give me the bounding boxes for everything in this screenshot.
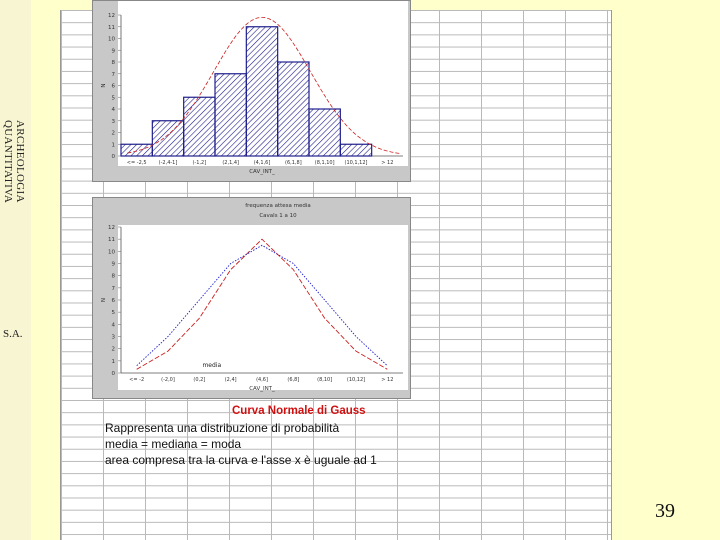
x-tick-label: (4,6] (256, 377, 268, 383)
x-tick-label: (2,1,4] (222, 160, 239, 166)
x-tick-label: (2,4] (224, 377, 237, 383)
x-axis-label: CAV_INT_ (249, 169, 275, 175)
x-tick-label: > 12 (381, 377, 394, 383)
note-line-3: area compresa tra la curva e l'asse x è uguale ad 1 (105, 453, 377, 467)
annotation-media: media (202, 361, 222, 369)
histogram-bar (184, 97, 215, 156)
curve-series-1 (137, 239, 388, 369)
x-tick-label: (10,12] (346, 377, 366, 383)
y-tick-label: 12 (108, 13, 115, 19)
y-tick-label: 11 (108, 24, 115, 31)
y-tick-label: 2 (111, 346, 115, 353)
curve-chart-frame (92, 197, 411, 399)
x-tick-label: <= -2,5 (126, 160, 147, 166)
chart-subtitle: Cavals 1 a 10 (259, 213, 297, 219)
x-tick-label: (-1,2] (192, 160, 207, 166)
y-tick-label: 3 (111, 118, 115, 125)
histogram-bar (121, 144, 152, 156)
y-tick-label: 4 (111, 107, 115, 113)
y-tick-label: 10 (108, 249, 115, 256)
y-tick-label: 2 (111, 130, 115, 137)
y-tick-label: 6 (111, 83, 115, 90)
x-tick-label: (10,1,12] (344, 160, 368, 166)
y-tick-label: 8 (111, 60, 115, 66)
histogram-bar (246, 27, 277, 156)
y-tick-label: 5 (111, 95, 115, 102)
y-tick-label: 9 (111, 48, 115, 55)
x-tick-label: (4,1,6] (253, 160, 271, 166)
y-axis-label: N (101, 83, 107, 88)
y-tick-label: 0 (111, 371, 115, 377)
histogram-bar (278, 62, 309, 156)
y-tick-label: 8 (111, 273, 115, 280)
y-tick-label: 12 (108, 225, 115, 231)
gauss-curve-chart (93, 198, 410, 398)
y-tick-label: 1 (111, 142, 115, 149)
y-tick-label: 7 (111, 71, 115, 78)
histogram-bar (309, 109, 340, 156)
x-tick-label: (8,1,10] (314, 160, 335, 166)
x-tick-label: (-2,4-1] (158, 160, 178, 166)
side-title: ARCHEOLOGIA QUANTITATIVA (2, 120, 26, 204)
curve-series-2 (137, 245, 388, 365)
histogram-bar (152, 121, 183, 156)
y-tick-label: 10 (108, 36, 115, 43)
x-tick-label: (8,10] (317, 377, 333, 383)
y-tick-label: 6 (111, 298, 115, 304)
y-tick-label: 5 (111, 310, 115, 317)
histogram-bar (215, 74, 246, 156)
page-number: 39 (655, 500, 675, 522)
x-axis-label: CAV_INT_ (249, 386, 275, 392)
y-tick-label: 0 (111, 154, 115, 160)
x-tick-label: > 12 (381, 160, 394, 166)
y-tick-label: 9 (111, 261, 115, 268)
side-label: S.A. (3, 328, 23, 340)
gauss-title: Curva Normale di Gauss (232, 405, 366, 417)
histogram-frame (92, 0, 411, 182)
note-line-2: media = mediana = moda (105, 437, 242, 451)
y-tick-label: 1 (111, 358, 115, 365)
histogram-bar (340, 144, 371, 156)
x-tick-label: (-2,0] (161, 377, 175, 383)
y-axis-label: N (101, 297, 107, 303)
x-tick-label: <= -2 (129, 377, 145, 383)
x-tick-label: (6,1,8] (285, 160, 302, 166)
chart-title: frequenza attesa media (245, 203, 311, 209)
x-tick-label: (0,2] (193, 377, 206, 383)
note-line-1: Rappresenta una distribuzione di probabilità (105, 421, 340, 435)
y-tick-label: 7 (111, 285, 115, 292)
x-tick-label: (6,8] (287, 377, 300, 383)
y-tick-label: 3 (111, 334, 115, 341)
y-tick-label: 11 (108, 237, 115, 244)
histogram-chart (93, 1, 410, 181)
y-tick-label: 4 (111, 322, 115, 329)
